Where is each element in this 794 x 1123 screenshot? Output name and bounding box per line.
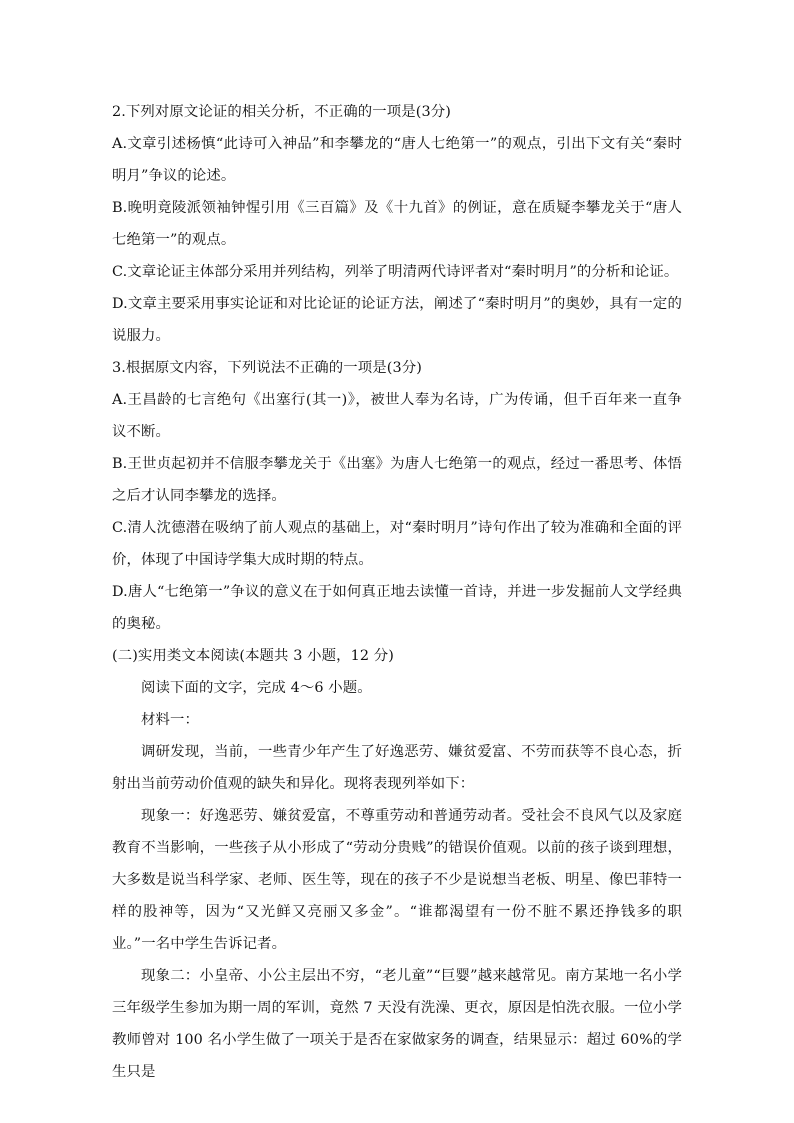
question-3-option-c: C.清人沈德潜在吸纳了前人观点的基础上，对“秦时明月”诗句作出了较为准确和全面的评价，体现了中国诗学集大成时期的特点。 (112, 520, 682, 568)
material-paragraph: 现象一：好逸恶劳、嫌贫爱富，不尊重劳动和普通劳动者。受社会不良风气以及家庭教育不当影响，一些孩子从小形成了“劳动分贵贱”的错误价值观。以前的孩子谈到理想，大多数是说当科学家、老师、医生等，现在的孩子不少是说想当老板、明星、像巴菲特一样的股神等，因为“又光鲜又亮丽又多金”。“谁都渴望有一份不脏不累还挣钱多的职业。”一名中学生告诉记者。 (112, 808, 682, 952)
question-2-option-c: C.文章论证主体部分采用并列结构，列举了明清两代诗评者对“秦时明月”的分析和论证。 (112, 264, 679, 280)
question-3-stem: 3.根据原文内容，下列说法不正确的一项是(3分) (112, 360, 422, 376)
document-body (112, 96, 682, 1088)
question-3-option-b: B.王世贞起初并不信服李攀龙关于《出塞》为唐人七绝第一的观点，经过一番思考、体悟之后才认同李攀龙的选择。 (112, 456, 682, 504)
question-3-option-a: A.王昌龄的七言绝句《出塞行(其一)》，被世人奉为名诗，广为传诵，但千百年来一直争议不断。 (112, 392, 682, 440)
material-paragraph: 现象二：小皇帝、小公主层出不穷，“老儿童”“巨婴”越来越常见。南方某地一名小学三年级学生参加为期一周的军训，竟然 7 天没有洗澡、更衣，原因是怕洗衣服。一位小学教师曾对 100 名小学生做了一项关于是否在家做家务的调查，结果显示：超过 60%的学生只是 (112, 968, 682, 1080)
question-2-option-b: B.晚明竟陵派领袖钟惺引用《三百篇》及《十九首》的例证，意在质疑李攀龙关于“唐人七绝第一”的观点。 (112, 200, 682, 248)
material-one-label: 材料一： (141, 712, 199, 728)
question-2-stem: 2.下列对原文论证的相关分析，不正确的一项是(3分) (112, 104, 451, 120)
question-3-option-d: D.唐人“七绝第一”争议的意义在于如何真正地去读懂一首诗，并进一步发掘前人文学经典的奥秘。 (112, 584, 682, 632)
material-paragraph: 调研发现，当前，一些青少年产生了好逸恶劳、嫌贫爱富、不劳而获等不良心态，折射出当前劳动价值观的缺失和异化。现将表现列举如下： (112, 744, 682, 792)
section-instruction: 阅读下面的文字，完成 4～6 小题。 (141, 680, 372, 696)
question-2-option-a: A.文章引述杨慎“此诗可入神品”和李攀龙的“唐人七绝第一”的观点，引出下文有关“秦时明月”争议的论述。 (112, 136, 682, 184)
question-2-option-d: D.文章主要采用事实论证和对比论证的论证方法，阐述了“秦时明月”的奥妙，具有一定的说服力。 (112, 296, 682, 344)
section-heading: (二)实用类文本阅读(本题共 3 小题，12 分) (112, 648, 395, 664)
